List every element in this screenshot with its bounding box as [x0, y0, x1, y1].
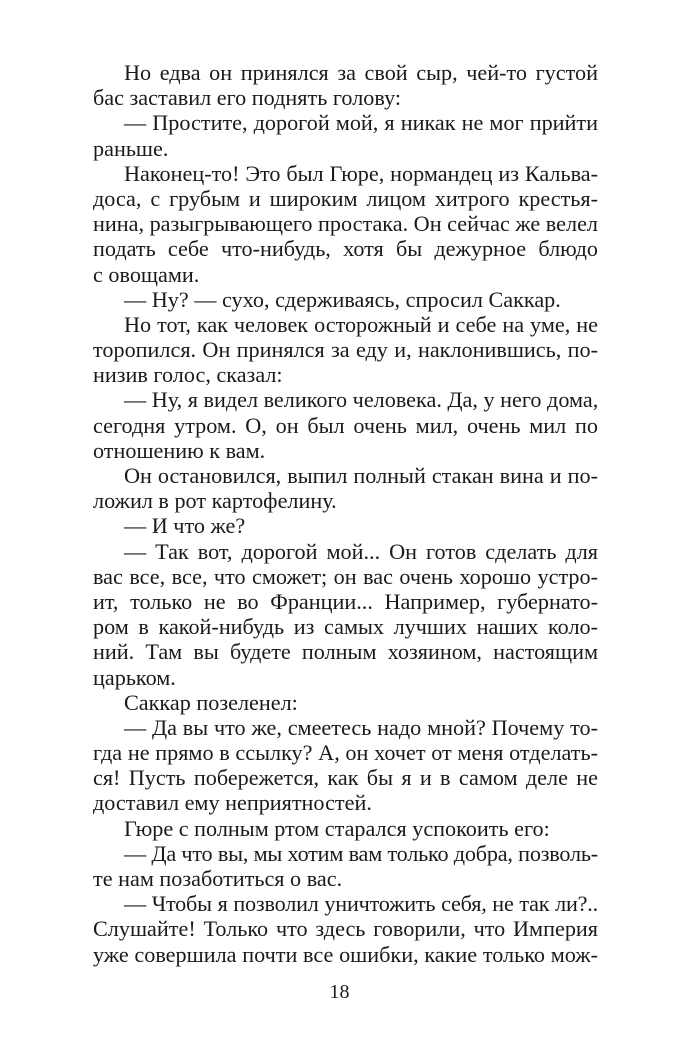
text-line: доставил ему неприятностей. [93, 790, 372, 816]
text-line: Но тот, как человек осторожный и себе на уме, не [124, 311, 598, 337]
text-line: сегодня утром. О, он был очень мил, очень мил по [93, 412, 598, 438]
text-line: торопился. Он принялся за еду и, наклонившись, по- [93, 337, 598, 363]
text-line: — Чтобы я позволил уничтожить себя, не так ли?.. [124, 891, 598, 917]
text-line: — Так вот, дорогой мой... Он готов сделать для [124, 538, 598, 564]
text-line: раньше. [93, 135, 169, 161]
text-line: бас заставил его поднять голову: [93, 85, 402, 111]
text-line: вас все, все, что сможет; он вас очень хорошо устро- [93, 563, 598, 589]
text-line: ний. Там вы будете полным хозяином, настоящим [93, 639, 598, 665]
text-line: ложил в рот картофелину. [93, 488, 337, 514]
text-line: уже совершила почти все ошибки, какие только мож- [93, 941, 598, 967]
text-line: подать себе что-нибудь, хотя бы дежурное блюдо [93, 236, 598, 262]
text-line: отношению к вам. [93, 437, 266, 463]
text-line: Гюре с полным ртом старался успокоить его: [124, 815, 550, 841]
text-line: с овощами. [93, 261, 200, 287]
page-number: 18 [329, 981, 350, 1003]
text-line: нина, разыгрывающего простака. Он сейчас же велел [93, 211, 598, 237]
text-line: — Ну? — сухо, сдерживаясь, спросил Саккар. [124, 286, 561, 312]
text-line: низив голос, сказал: [93, 362, 283, 388]
text-line: — И что же? [124, 513, 246, 539]
text-line: гда не прямо в ссылку? А, он хочет от меня отделать- [93, 740, 598, 766]
text-line: доса, с грубым и широким лицом хитрого крестья- [93, 185, 598, 211]
text-line: Наконец-то! Это был Гюре, нормандец из Кальва- [124, 160, 598, 186]
text-line: — Да что вы, мы хотим вам только добра, позволь- [124, 840, 598, 866]
text-line: Саккар позеленел: [124, 689, 298, 715]
text-line: ит, только не во Франции... Например, губернато- [93, 588, 598, 614]
body-text [93, 60, 598, 967]
text-line: ся! Пусть побережется, как бы я и в самом деле не [93, 765, 598, 791]
text-line: — Ну, я видел великого человека. Да, у него дома, [124, 387, 599, 413]
text-line: — Да вы что же, смеетесь надо мной? Почему то- [124, 714, 598, 740]
text-line: Слушайте! Только что здесь говорили, что Империя [93, 916, 598, 942]
text-line: те нам позаботиться о вас. [93, 866, 343, 891]
text-line: Но едва он принялся за свой сыр, чей-то густой [124, 60, 598, 85]
text-line: ром в какой-нибудь из самых лучших наших коло- [93, 614, 598, 640]
text-line: царьком. [93, 664, 176, 690]
text-line: — Простите, дорогой мой, я никак не мог прийти [124, 110, 598, 136]
text-line: Он остановился, выпил полный стакан вина и по- [124, 463, 598, 488]
